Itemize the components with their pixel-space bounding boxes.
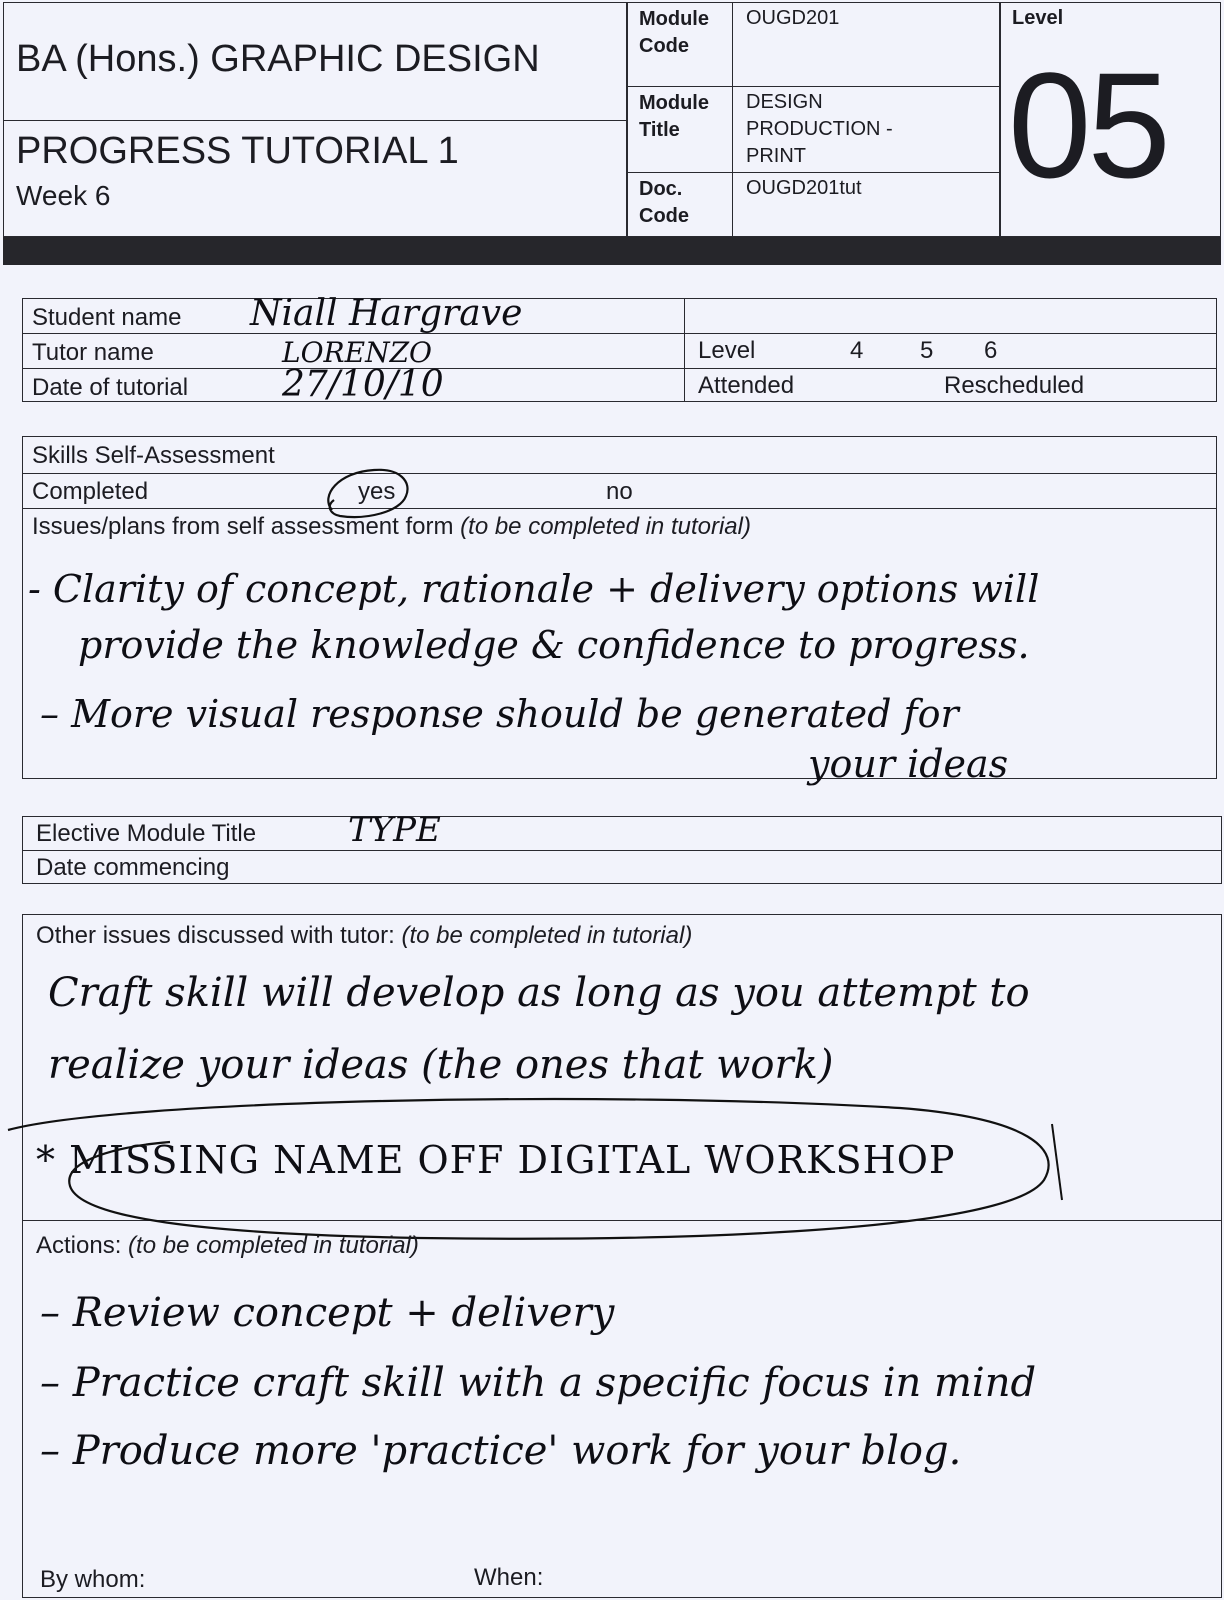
module-title-value-2: PRODUCTION - xyxy=(746,118,893,140)
doc-code-value: OUGD201tut xyxy=(746,177,862,199)
tutorial-title: PROGRESS TUTORIAL 1 xyxy=(16,130,459,172)
by-whom-label: By whom: xyxy=(40,1566,146,1593)
other-issues-label-text: Other issues discussed with tutor: xyxy=(36,922,395,949)
actions-label-text: Actions: xyxy=(36,1232,122,1259)
module-title-label-1: Module xyxy=(639,92,709,114)
actions-line-1: – Review concept + delivery xyxy=(40,1290,615,1336)
issues-note-line-2: provide the knowledge & confidence to progress. xyxy=(78,623,1030,667)
actions-label xyxy=(36,1232,419,1260)
issues-label-text: Issues/plans from self assessment form xyxy=(32,513,454,540)
student-name-label: Student name xyxy=(32,304,182,331)
actions-line-2: – Practice craft skill with a specific focus in mind xyxy=(40,1360,1037,1406)
when-label: When: xyxy=(474,1564,544,1591)
issues-label-note: (to be completed in tutorial) xyxy=(460,513,751,540)
module-code-label-1: Module xyxy=(639,8,709,30)
issues-label xyxy=(32,513,751,541)
skills-title: Skills Self-Assessment xyxy=(32,442,275,469)
date-commencing-label: Date commencing xyxy=(36,854,230,881)
level-option-5: 5 xyxy=(920,337,934,364)
issues-note-line-3: – More visual response should be generated for xyxy=(40,692,959,736)
student-name-value: Niall Hargrave xyxy=(250,293,523,334)
course-title: BA (Hons.) GRAPHIC DESIGN xyxy=(16,38,540,80)
other-issues-label-note: (to be completed in tutorial) xyxy=(401,922,693,949)
elective-title-value: TYPE xyxy=(348,810,441,850)
header-band xyxy=(3,237,1221,265)
module-code-value: OUGD201 xyxy=(746,7,840,29)
completed-no: no xyxy=(606,478,633,505)
tutor-name-label: Tutor name xyxy=(32,339,154,366)
other-issues-label xyxy=(36,922,692,950)
other-note-line-3: * MISSING NAME OFF DIGITAL WORKSHOP xyxy=(36,1138,956,1182)
level-option-6: 6 xyxy=(984,337,998,364)
elective-row-divider xyxy=(22,850,1222,851)
module-title-value-1: DESIGN xyxy=(746,91,823,113)
completed-yes: yes xyxy=(358,478,396,505)
attended-label: Attended xyxy=(698,372,795,399)
module-code-label-2: Code xyxy=(639,35,689,57)
doc-code-label-1: Doc. xyxy=(639,178,683,200)
module-title-label-2: Title xyxy=(639,119,680,141)
level-label: Level xyxy=(1012,7,1064,29)
actions-line-3: – Produce more 'practice' work for your blog. xyxy=(40,1428,962,1474)
level-option-4: 4 xyxy=(850,337,864,364)
completed-label: Completed xyxy=(32,478,149,505)
date-value: 27/10/10 xyxy=(282,364,444,405)
actions-label-note: (to be completed in tutorial) xyxy=(128,1232,419,1259)
elective-title-label: Elective Module Title xyxy=(36,820,257,847)
module-info-row-divider-1 xyxy=(627,86,1000,87)
header-left-divider xyxy=(3,120,627,121)
student-details-col-divider xyxy=(684,298,685,402)
missing-name-ellipse-mark xyxy=(0,1090,1070,1250)
student-details-row-2 xyxy=(22,368,1217,369)
date-label: Date of tutorial xyxy=(32,374,189,401)
doc-code-label-2: Code xyxy=(639,205,689,227)
week-label: Week 6 xyxy=(16,180,111,211)
module-title-value-3: PRINT xyxy=(746,145,806,167)
issues-note-line-4: your ideas xyxy=(808,742,1009,786)
tutor-name-value: LORENZO xyxy=(282,336,432,369)
module-info-row-divider-2 xyxy=(627,172,1000,173)
module-info-col-divider xyxy=(732,2,733,237)
issues-note-line-1: - Clarity of concept, rationale + delivery options will xyxy=(28,567,1040,611)
level-row-label: Level xyxy=(698,337,756,364)
rescheduled-label: Rescheduled xyxy=(944,372,1085,399)
student-details-row-right xyxy=(684,333,1217,334)
skills-row-1 xyxy=(22,473,1217,474)
level-value: 05 xyxy=(1008,41,1167,209)
other-note-line-1: Craft skill will develop as long as you attempt to xyxy=(48,970,1030,1016)
other-note-line-2: realize your ideas (the ones that work) xyxy=(48,1042,834,1088)
skills-row-2 xyxy=(22,508,1217,509)
